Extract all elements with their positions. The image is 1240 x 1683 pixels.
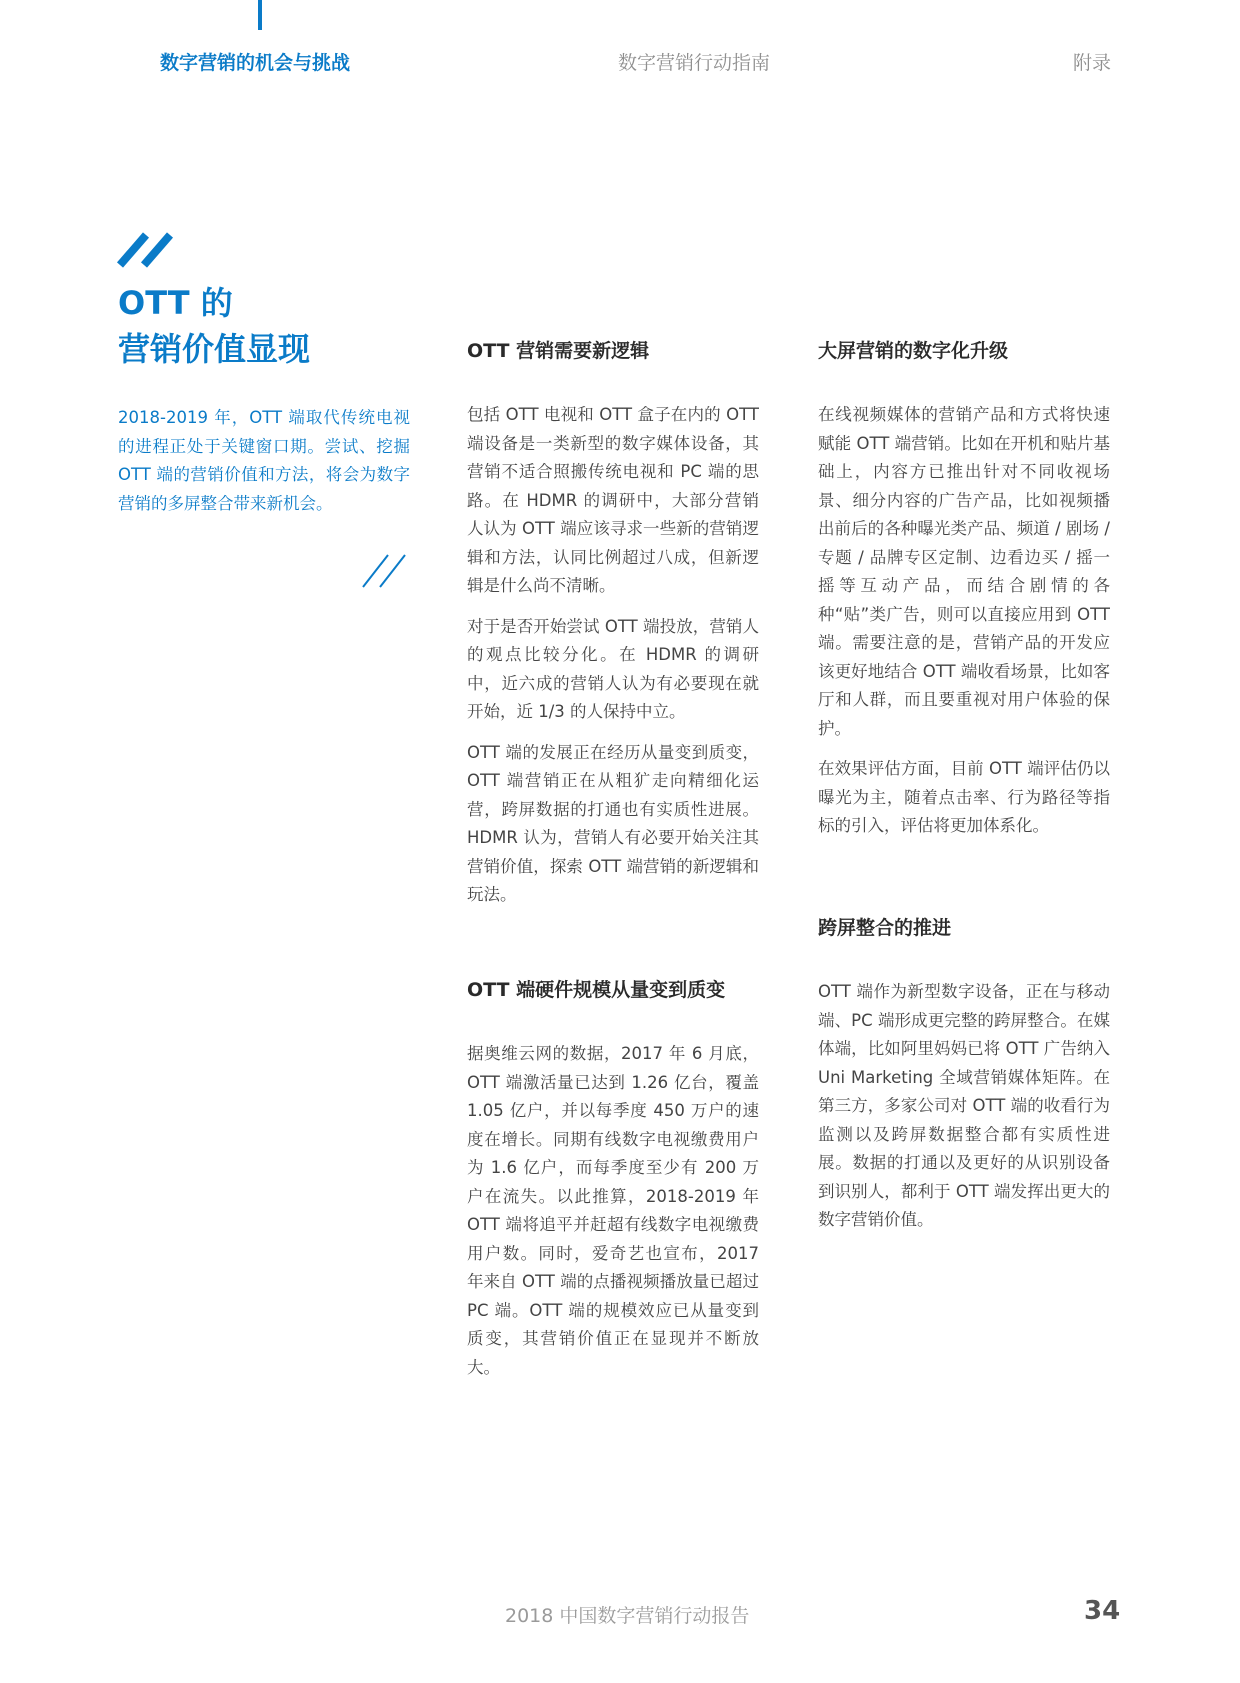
paragraph: OTT 端作为新型数字设备，正在与移动端、PC 端形成更完整的跨屏整合。在媒体端，比如阿里妈妈已将 OTT 广告纳入 Uni Marketing 全域营销媒体矩阵。在第三方，多家公司对 OTT 端的收看行为监测以及跨屏数据整合都有实质性进展。数据的打通以及更好的从识别设备到识别人，都利于 OTT 端发挥出更大的数字营销价值。 [818,982,1110,1229]
nav-tab-appendix[interactable]: 附录 [1073,52,1112,74]
thin-double-slash-icon [360,553,412,589]
header-accent-bar [258,0,262,30]
page-number: 34 [1084,1596,1121,1626]
intro-paragraph: 2018-2019 年，OTT 端取代传统电视的进程正处于关键窗口期。尝试、挖掘 OTT 端的营销价值和方法，将会为数字营销的多屏整合带来新机会。 [118,408,410,513]
paragraph: 据奥维云网的数据，2017 年 6 月底，OTT 端激活量已达到 1.26 亿台，覆盖 1.05 亿户，并以每季度 450 万户的速度在增长。同期有线数字电视缴费用户为 1.6 亿户，而每季度至少有 200 万户在流失。以此推算，2018-2019 年 OTT 端将追平并赶超有线数字电视缴费用户数。同时，爱奇艺也宣布，2017 年来自 OTT 端的点播视频播放量已超过 PC 端。OTT 端的规模效应已从量变到质变，其营销价值正在显现并不断放大。 [467,1044,759,1377]
section-title-line1: OTT 的 [118,284,233,322]
paragraph: OTT 端的发展正在经历从量变到质变，OTT 端营销正在从粗犷走向精细化运营，跨屏数据的打通也有实质性进展。HDMR 认为，营销人有必要开始关注其营销价值，探索 OTT 端营销的新逻辑和玩法。 [467,742,759,904]
double-slash-icon [116,232,178,268]
section-heading-hardware-scale: OTT 端硬件规模从量变到质变 [467,979,726,1001]
section-heading-new-logic: OTT 营销需要新逻辑 [467,340,650,362]
section-hardware-scale [467,976,759,1382]
section-heading-big-screen: 大屏营销的数字化升级 [818,340,1009,362]
section-big-screen [818,337,1110,841]
section-new-logic [467,337,759,910]
paragraph: 在线视频媒体的营销产品和方式将快速赋能 OTT 端营销。比如在开机和贴片基础上，内容方已推出针对不同收视场景、细分内容的广告产品，比如视频播出前后的各种曝光类产品、频道 / 剧场 / 专题 / 品牌专区定制、边看边买 / 摇一摇等互动产品，而结合剧情的各种“贴”类广告，则可以直接应用到 OTT 端。需要注意的是，营销产品的开发应该更好地结合 OTT 端收看场景，比如客厅和人群，而且要重视对用户体验的保护。 [818,405,1110,738]
section-title [118,280,418,372]
paragraph: 对于是否开始尝试 OTT 端投放，营销人的观点比较分化。在 HDMR 的调研中，近六成的营销人认为有必要现在就开始，近 1/3 的人保持中立。 [467,616,759,721]
paragraph: 包括 OTT 电视和 OTT 盒子在内的 OTT 端设备是一类新型的数字媒体设备，其营销不适合照搬传统电视和 PC 端的思路。在 HDMR 的调研中，大部分营销人认为 OTT 端应该寻求一些新的营销逻辑和方法，认同比例超过八成，但新逻辑是什么尚不清晰。 [467,405,759,595]
nav-tab-opportunities[interactable]: 数字营销的机会与挑战 [160,52,351,74]
section-title-line2: 营销价值显现 [118,330,311,368]
section-heading-cross-screen: 跨屏整合的推进 [818,917,952,939]
nav-tab-action-guide[interactable]: 数字营销行动指南 [618,52,771,74]
footer-report-title: 2018 中国数字营销行动报告 [505,1605,750,1627]
paragraph: 在效果评估方面，目前 OTT 端评估仍以曝光为主，随着点击率、行为路径等指标的引入，评估将更加体系化。 [818,759,1110,835]
section-cross-screen [818,914,1110,1235]
